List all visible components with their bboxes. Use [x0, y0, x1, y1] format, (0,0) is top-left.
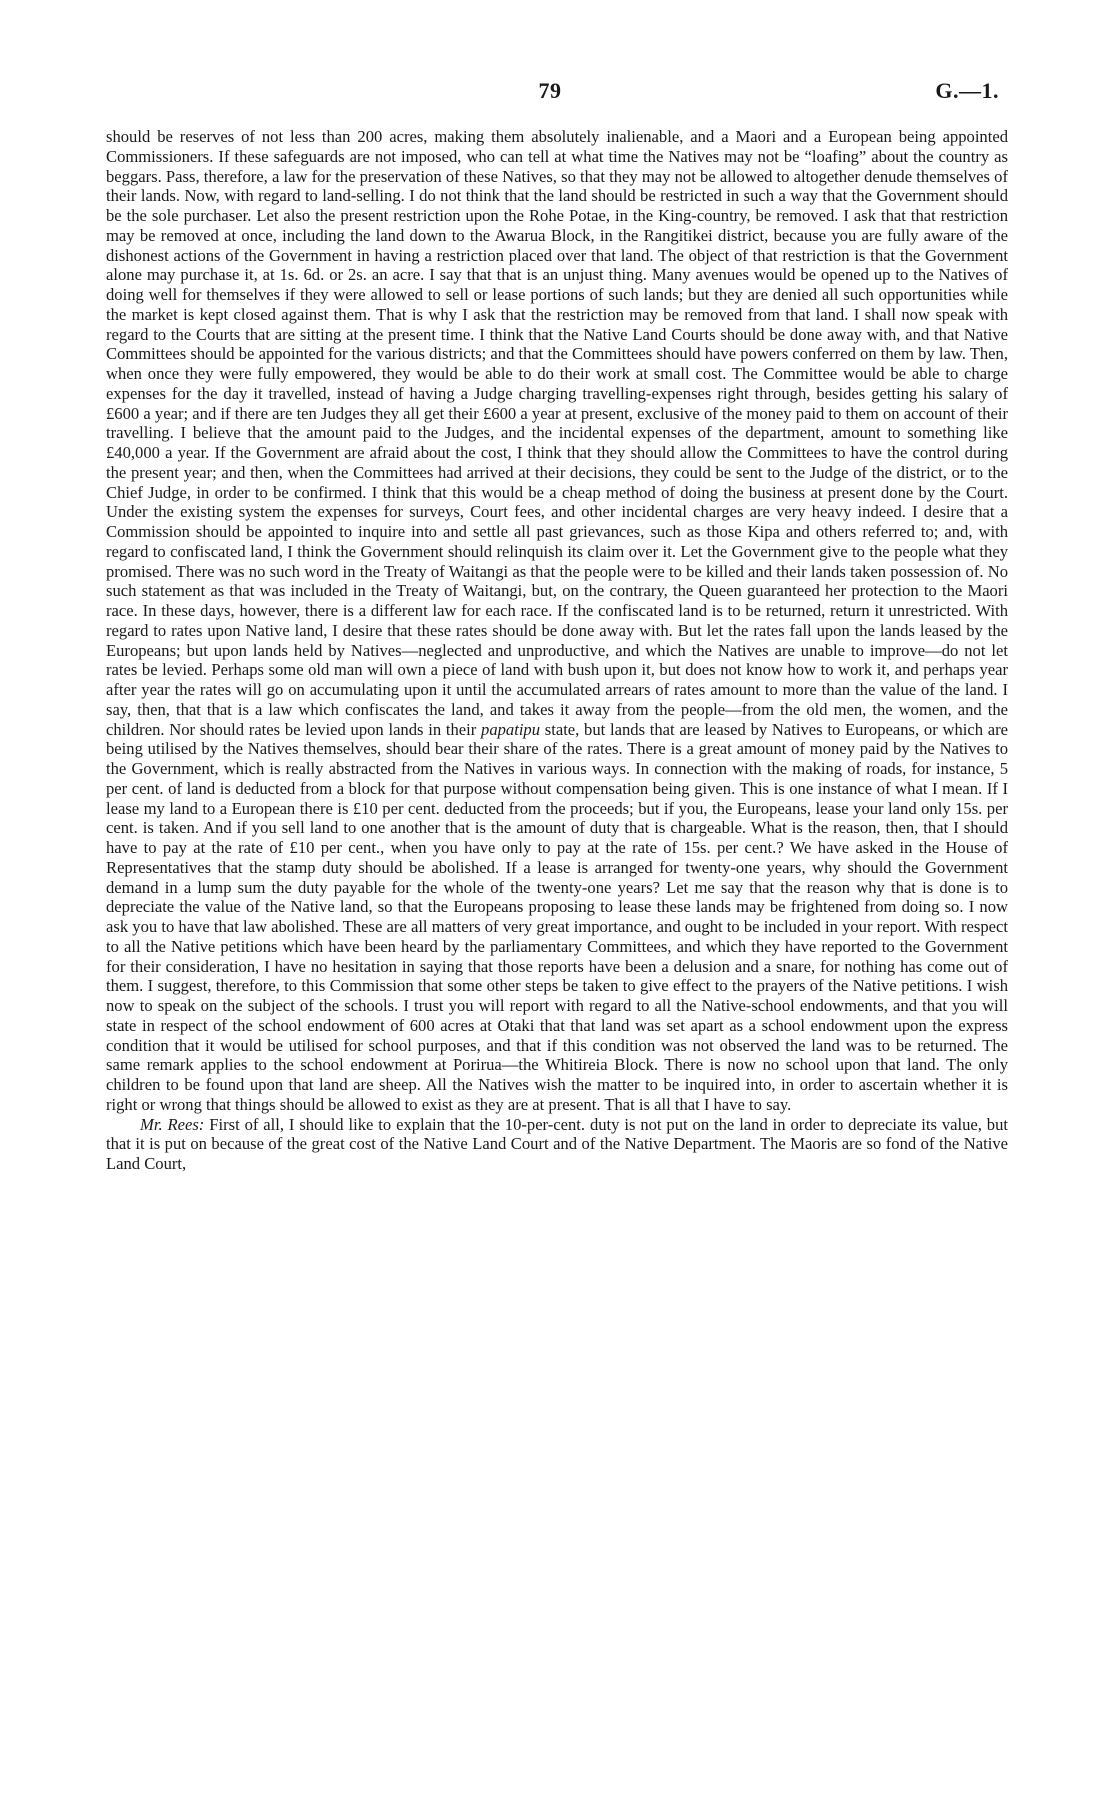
body-text — [106, 127, 1008, 1174]
document-code: G.—1. — [935, 78, 999, 103]
page-number: 79 — [538, 78, 562, 103]
speaker-name: Mr. Rees: — [140, 1114, 205, 1134]
paragraph-text: should be reserves of not less than 200 acres, making them absolutely inalienable, and a Maori and a European being appointed Commissioners. If these safeguards are not imposed, who can tell at what time the Natives may not be “loafing” about the country as beggars. Pass, therefore, a law for the preservation of these Natives, so that they may not be allowed to altogether denude themselves of their lands. Now, with regard to land-selling. I do not think that the land should be restricted in such a way that the Government should be the sole purchaser. Let also the present restriction upon the Rohe Potae, in the King-country, be removed. I ask that that restriction may be removed at once, including the land down to the Awarua Block, in the Rangitikei district, because you are fully aware of the dishonest actions of the Government in having a restriction placed over that land. The object of that restriction is that the Government alone may purchase it, at 1s. 6d. or 2s. an acre. I say that that is an unjust thing. Many avenues would be opened up to the Natives of doing well for themselves if they were allowed to sell or lease portions of such lands; but they are denied all such opportunities while the market is kept closed against them. That is why I ask that the restriction may be removed from that land. I shall now speak with regard to the Courts that are sitting at the present time. I think that the Native Land Courts should be done away with, and that Native Committees should be appointed for the various districts; and that the Committees should have powers conferred on them by law. Then, when once they were fully empowered, they would be able to do their work at small cost. The Committee would be able to charge expenses for the day it travelled, instead of having a Judge charging travelling-expenses right through, besides getting his salary of £600 a year; and if there are ten Judges they all get their £600 a year at present, exclusive of the money paid to them on account of their travelling. I believe that the amount paid to the Judges, and the incidental expenses of the department, amount to something like £40,000 a year. If the Government are afraid about the cost, I think that they should allow the Committees to have the control during the present year; and then, when the Committees had arrived at their decisions, they could be sent to the Judge of the district, or to the Chief Judge, in order to be confirmed. I think that this would be a cheap method of doing the business at present done by the Court. Under the existing system the expenses for surveys, Court fees, and other incidental charges are very heavy indeed. I desire that a Commission should be appointed to inquire into and settle all past grievances, such as those Kipa and others referred to; and, with regard to confiscated land, I think the Government should relinquish its claim over it. Let the Government give to the people what they promised. There was no such word in the Treaty of Waitangi as that the people were to be killed and their lands taken possession of. No such statement as that was included in the Treaty of Waitangi, but, on the contrary, the Queen guaranteed her protection to the Maori race. In these days, however, there is a different law for each race. If the confiscated land is to be returned, return it unrestricted. With regard to rates upon Native land, I desire that these rates should be done away with. But let the rates fall upon the lands leased by the Europeans; but upon lands held by Natives—neglected and unproductive, and which the Natives are unable to improve—do not let rates be levied. Perhaps some old man will own a piece of land with bush upon it, but does not know how to work it, and perhaps year after year the rates will go on accumulating upon it until the accumulated arrears of rates amount to more than the value of the land. I say, then, that that is a law which confiscates the land, and takes it away from the people—from the old men, the women, and the children. Nor should rates be levied upon lands in their — [106, 127, 1008, 739]
paragraph-continuation — [106, 127, 1008, 1115]
italic-term: papatipu — [481, 719, 541, 739]
paragraph-text: state, but lands that are leased by Natives to Europeans, or which are being utilised by the Natives themselves, should bear their share of the rates. There is a great amount of money paid by the Natives to the Government, which is really abstracted from the Natives in various ways. In connection with the making of roads, for instance, 5 per cent. of land is deducted from a block for that purpose without compensation being given. This is one instance of what I mean. If I lease my land to a European there is £10 per cent. deducted from the proceeds; but if you, the Europeans, lease your land only 15s. per cent. is taken. And if you sell land to one another that is the amount of duty that is chargeable. What is the reason, then, that I should have to pay at the rate of £10 per cent., when you have only to pay at the rate of 15s. per cent.? We have asked in the House of Representatives that the stamp duty should be abolished. If a lease is arranged for twenty-one years, why should the Government demand in a lump sum the duty payable for the whole of the twenty-one years? Let me say that the reason why that is done is to depreciate the value of the Native land, so that the Europeans proposing to lease these lands may be frightened from doing so. I now ask you to have that law abolished. These are all matters of very great importance, and ought to be included in your report. With respect to all the Native petitions which have been heard by the parliamentary Committees, and which they have reported to the Government for their consideration, I have no hesitation in saying that those reports have been a delusion and a snare, for nothing has come out of them. I suggest, therefore, to this Commission that some other steps be taken to give effect to the prayers of the Native petitions. I wish now to speak on the subject of the schools. I trust you will report with regard to all the Native-school endowments, and that you will state in respect of the school endowment of 600 acres at Otaki that that land was set apart as a school endowment upon the express condition that it would be utilised for school purposes, and that if this condition was not observed the land was to be returned. The same remark applies to the school endowment at Porirua—the Whitireia Block. There is now no school upon that land. The only children to be found upon that land are sheep. All the Natives wish the matter to be inquired into, in order to ascertain whether it is right or wrong that things should be allowed to exist as they are at present. That is all that I have to say. — [106, 719, 1009, 1114]
paragraph-text: First of all, I should like to explain that the 10-per-cent. duty is not put on the land in order to depreciate its value, but that it is put on because of the great cost of the Native Land Court and of the Native Department. The Maoris are so fond of the Native Land Court, — [106, 1114, 1009, 1173]
paragraph-rees — [106, 1115, 1008, 1174]
